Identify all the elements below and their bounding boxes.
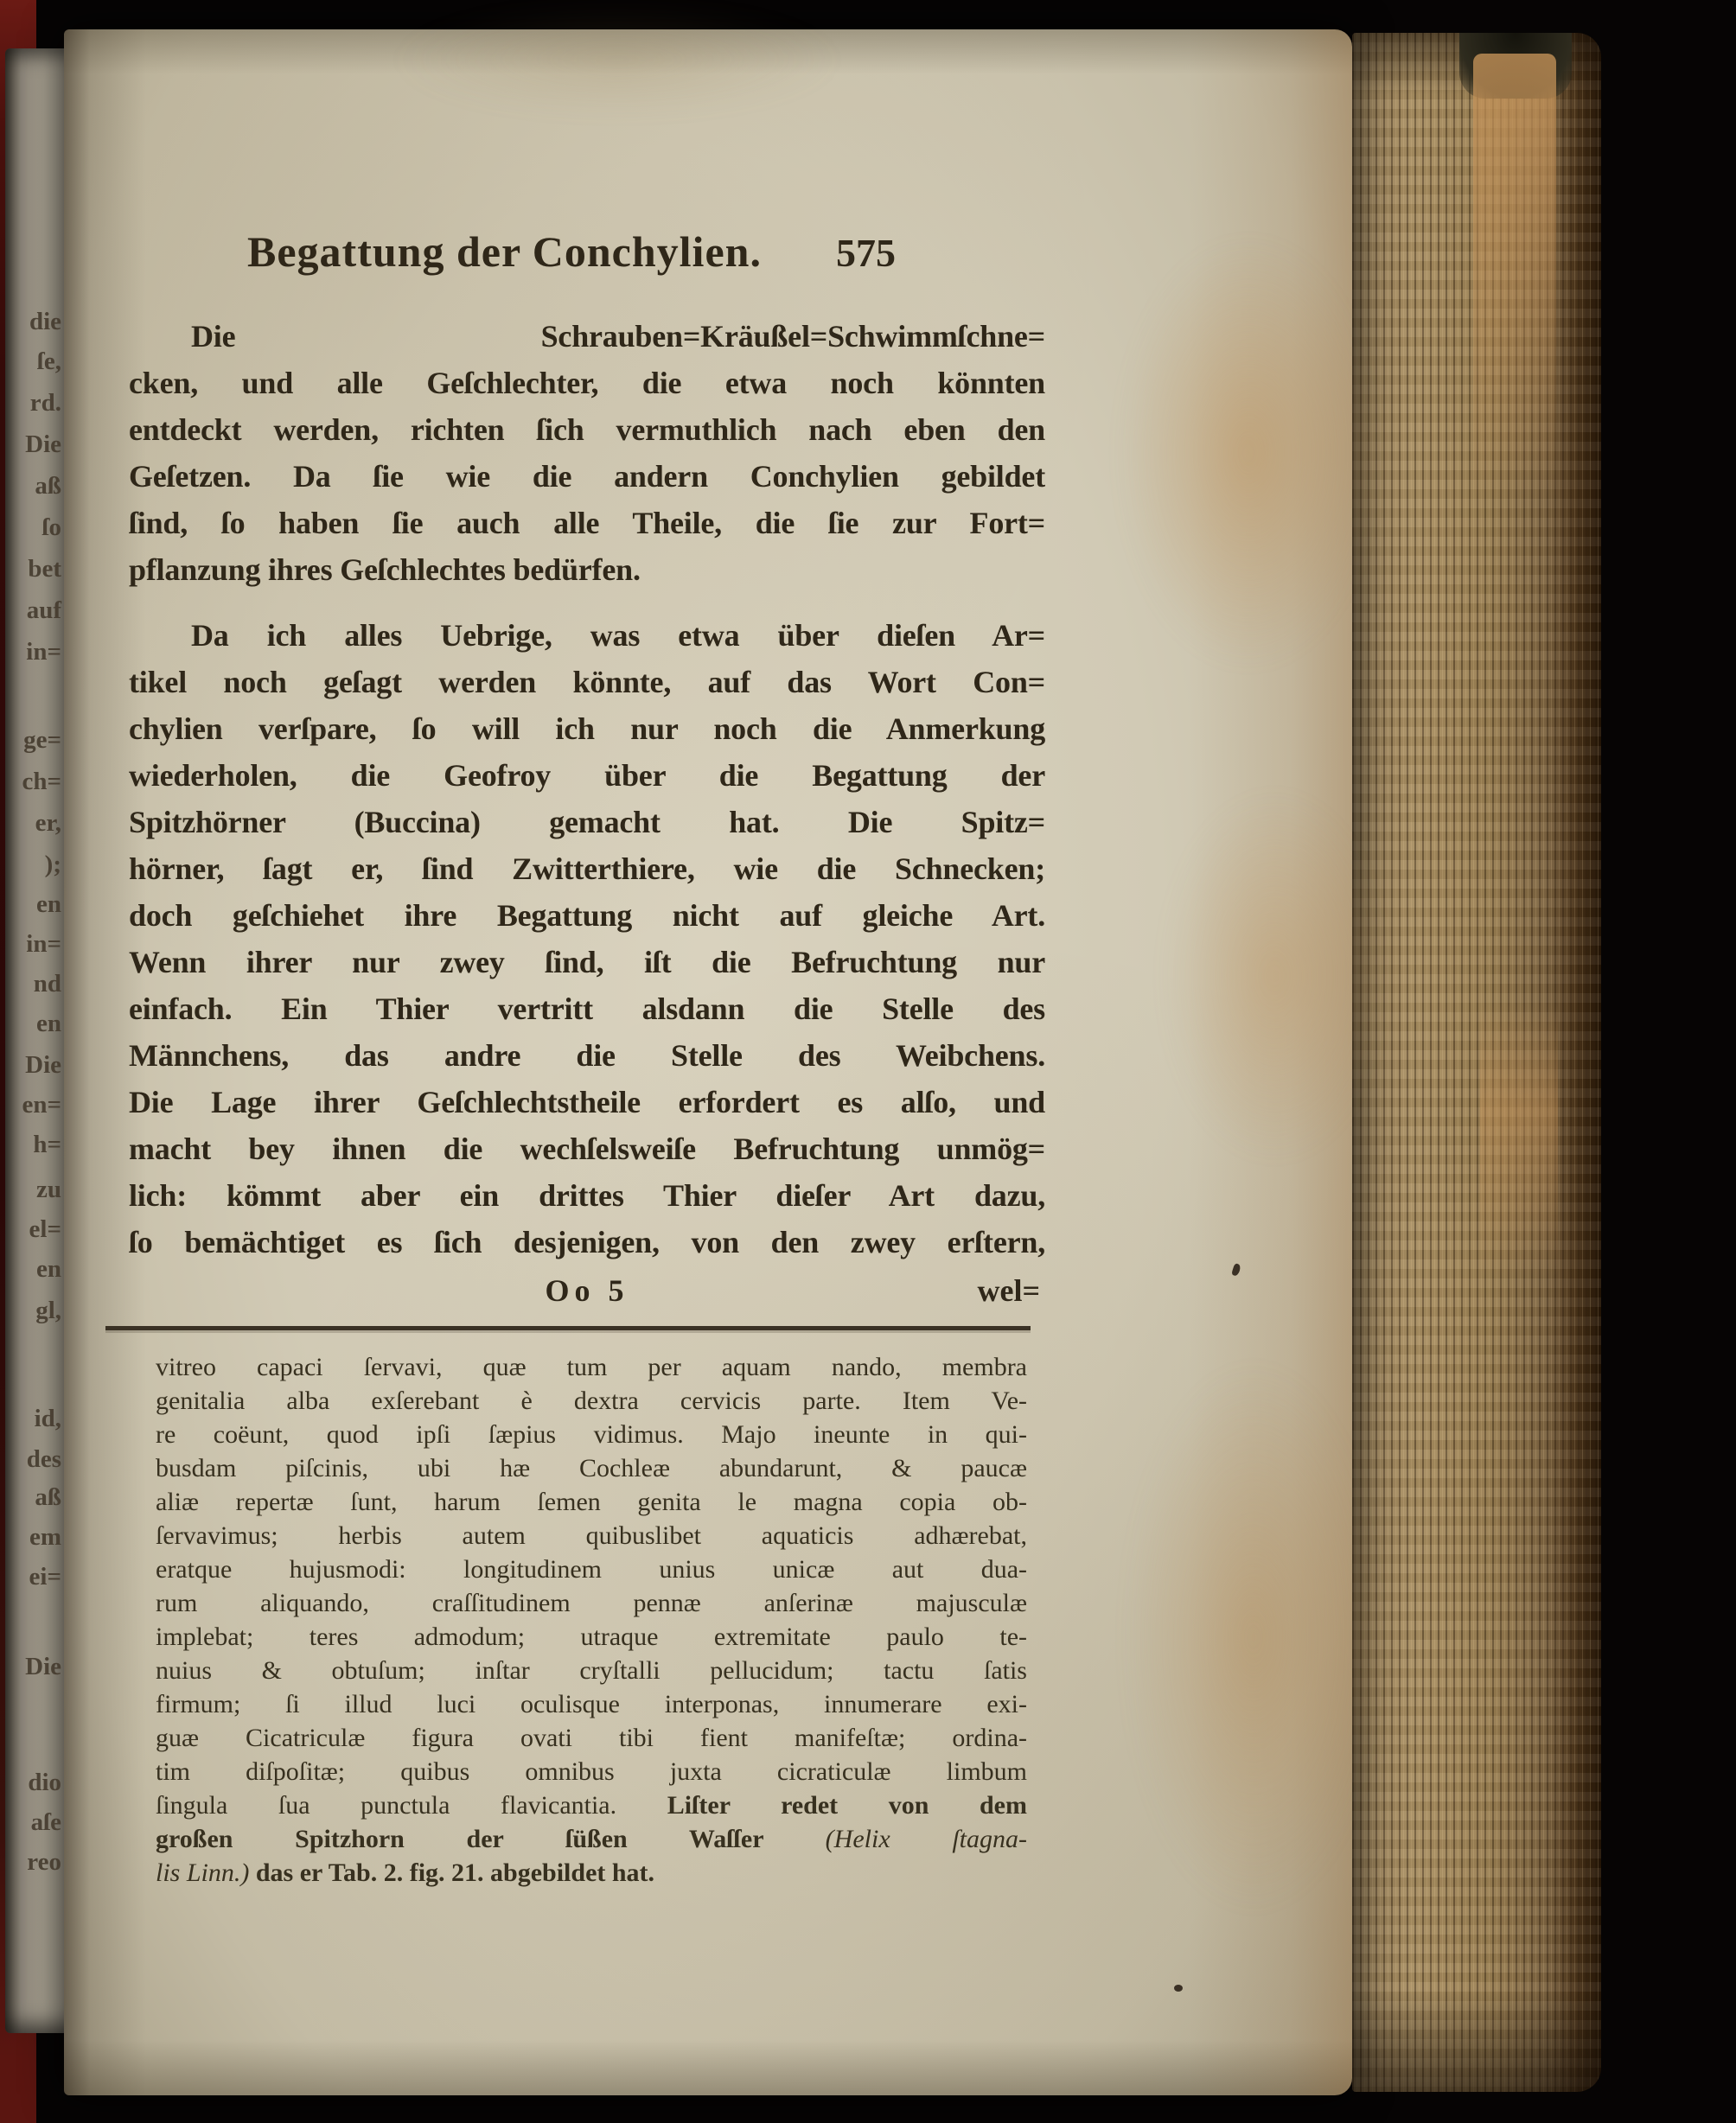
- footnote-line: [156, 1418, 1027, 1451]
- footnote-segment: das er Tab. 2. fig. 21. abgebildet hat.: [255, 1858, 655, 1887]
- body-text-line: Die Lage ihrer Geſchlechtstheile erfordert es alſo, und: [129, 1085, 1045, 1119]
- edge-discoloration: [1480, 1001, 1558, 1278]
- book-page: [64, 29, 1352, 2095]
- footnote-segment: Liſter redet von dem: [667, 1791, 1027, 1820]
- running-title: Begattung der Conchylien.: [247, 227, 762, 276]
- partial-word: dio: [28, 1769, 61, 1796]
- partial-word: aß: [35, 1483, 61, 1511]
- partial-word: en: [36, 890, 61, 918]
- age-stain: [393, 3, 842, 116]
- body-text-line: einfach. Ein Thier vertritt alsdann die Stelle des: [129, 991, 1045, 1026]
- footnote-segment: nuius & obtuſum; inſtar cryſtalli pellucidum; tactu ſatis: [156, 1656, 1027, 1685]
- body-text-line: tikel noch geſagt werden könnte, auf das Wort Con=: [129, 665, 1045, 699]
- facing-page-fragments: [0, 0, 66, 2123]
- footnote-segment: eratque hujusmodi: longitudinem unius unicæ aut dua-: [156, 1555, 1027, 1584]
- body-text-line: entdeckt werden, richten ſich vermuthlich nach eben den: [129, 412, 1045, 447]
- body-text-line: ſo bemächtiget es ſich desjenigen, von den zwey erſtern,: [129, 1225, 1045, 1259]
- footnote-segment: rum aliquando, craſſitudinem pennæ anſerinæ majusculæ: [156, 1589, 1027, 1617]
- footnote-line: [156, 1788, 1027, 1822]
- partial-word: ei=: [29, 1563, 61, 1591]
- footnote-segment: ſervavimus; herbis autem quibuslibet aquaticis adhærebat,: [156, 1521, 1027, 1550]
- partial-word: h=: [33, 1131, 61, 1158]
- partial-word: ſe,: [36, 347, 61, 375]
- partial-word: aß: [35, 472, 61, 500]
- footnote-block: [156, 1350, 1027, 1890]
- signature-mark: Oo 5: [545, 1273, 629, 1308]
- footnote-line: [156, 1687, 1027, 1721]
- partial-word: nd: [33, 970, 61, 998]
- footnote-segment: ſingula ſua punctula flavicantia.: [156, 1791, 667, 1820]
- partial-word: Die: [25, 1051, 61, 1079]
- partial-word: en: [36, 1010, 61, 1037]
- footnote-line: [156, 1654, 1027, 1687]
- footnote-line: [156, 1620, 1027, 1654]
- footnote-segment: genitalia alba exſerebant è dextra cervicis parte. Item Ve-: [156, 1387, 1027, 1415]
- edge-discoloration: [1473, 54, 1556, 503]
- partial-word: Die: [25, 1653, 61, 1680]
- body-text-line: chylien verſpare, ſo will ich nur noch die Anmerkung: [129, 711, 1045, 746]
- partial-word: en=: [22, 1091, 61, 1119]
- body-text-line: hörner, ſagt er, ſind Zwitterthiere, wie die Schnecken;: [129, 851, 1045, 886]
- fore-edge-page-stack: [1352, 33, 1601, 2092]
- page-header: [247, 226, 1241, 277]
- body-text-line: Spitzhörner (Buccina) gemacht hat. Die Spitz=: [129, 805, 1045, 839]
- body-text-line: Männchens, das andre die Stelle des Weibchens.: [129, 1038, 1045, 1073]
- partial-word: en: [36, 1255, 61, 1283]
- partial-word: el=: [29, 1215, 61, 1243]
- signature-row: [129, 1272, 1045, 1319]
- footnote-line: [156, 1822, 1027, 1856]
- partial-word: aſe: [30, 1808, 61, 1836]
- footnote-line: [156, 1451, 1027, 1485]
- age-stain: [1162, 790, 1387, 1162]
- partial-word: rd.: [29, 389, 61, 417]
- footnote-segment: vitreo capaci ſervavi, quæ tum per aquam nando, membra: [156, 1353, 1027, 1381]
- footnote-segment: großen Spitzhorn der ſüßen Waſſer: [156, 1825, 826, 1853]
- body-text-line: Da ich alles Uebrige, was etwa über dieſen Ar=: [191, 618, 1045, 653]
- age-stain: [1119, 237, 1378, 669]
- footnote-segment: lis Linn.): [156, 1858, 256, 1887]
- footnote-line: [156, 1519, 1027, 1552]
- partial-word: Die: [25, 430, 61, 458]
- body-text-line: lich: kömmt aber ein drittes Thier dieſer Art dazu,: [129, 1178, 1045, 1213]
- partial-word: gl,: [35, 1297, 61, 1324]
- catchword: wel=: [977, 1273, 1040, 1308]
- partial-word: ch=: [22, 768, 61, 795]
- footnote-segment: busdam piſcinis, ubi hæ Cochleæ abundarunt, & paucæ: [156, 1454, 1027, 1482]
- page-number: 575: [835, 231, 896, 275]
- partial-word: );: [44, 851, 61, 878]
- footnote-line: [156, 1384, 1027, 1418]
- partial-word: bet: [28, 555, 61, 583]
- body-text-line: cken, und alle Geſchlechter, die etwa noch könnten: [129, 366, 1045, 400]
- footnote-line: [156, 1485, 1027, 1519]
- footnote-line: [156, 1586, 1027, 1620]
- footnote-line: [156, 1350, 1027, 1384]
- body-text-line: Geſetzen. Da ſie wie die andern Conchylien gebildet: [129, 459, 1045, 494]
- partial-word: zu: [36, 1176, 61, 1203]
- body-text-line: pflanzung ihres Geſchlechtes bedürfen.: [129, 552, 641, 587]
- age-stain: [1124, 1361, 1383, 1914]
- partial-word: reo: [27, 1848, 61, 1876]
- partial-word: auf: [26, 596, 61, 624]
- ink-speck: [1231, 1263, 1241, 1277]
- footnote-segment: firmum; ſi illud luci oculisque interponas, innumerare exi-: [156, 1690, 1027, 1718]
- partial-word: er,: [35, 809, 61, 837]
- partial-word: in=: [26, 930, 61, 958]
- ink-speck: [1174, 1985, 1183, 1992]
- partial-word: in=: [26, 638, 61, 666]
- body-text: [129, 313, 1045, 1290]
- partial-word: die: [29, 308, 61, 335]
- partial-word: des: [26, 1445, 61, 1473]
- body-text-line: doch geſchiehet ihre Begattung nicht auf gleiche Art.: [129, 898, 1045, 933]
- partial-word: ſo: [41, 513, 61, 541]
- body-text-line: macht bey ihnen die wechſelsweiſe Befruchtung unmög=: [129, 1132, 1045, 1166]
- footnote-line: [156, 1856, 1027, 1890]
- partial-word: em: [29, 1523, 61, 1551]
- footnote-segment: (Helix ſtagna-: [825, 1825, 1027, 1853]
- footnote-line: [156, 1552, 1027, 1586]
- footnote-line: [156, 1755, 1027, 1788]
- partial-word: ge=: [23, 726, 61, 754]
- footnote-segment: implebat; teres admodum; utraque extremitate paulo te-: [156, 1623, 1027, 1651]
- body-text-line: Die Schrauben=Kräußel=Schwimmſchne=: [191, 319, 1045, 354]
- footnote-segment: guæ Cicatriculæ figura ovati tibi fient manifeſtæ; ordina-: [156, 1724, 1027, 1752]
- footnote-segment: tim diſpoſitæ; quibus omnibus juxta cicraticulæ limbum: [156, 1757, 1027, 1786]
- body-text-line: Wenn ihrer nur zwey ſind, iſt die Befruchtung nur: [129, 945, 1045, 979]
- footnote-segment: re coëunt, quod ipſi ſæpius vidimus. Majo ineunte in qui-: [156, 1420, 1027, 1449]
- partial-word: id,: [34, 1405, 61, 1432]
- footnote-segment: aliæ repertæ ſunt, harum ſemen genita le magna copia ob-: [156, 1488, 1027, 1516]
- body-text-line: wiederholen, die Geofroy über die Begattung der: [129, 758, 1045, 793]
- body-text-line: ſind, ſo haben ſie auch alle Theile, die ſie zur Fort=: [129, 506, 1045, 540]
- footnote-separator-rule: [105, 1326, 1031, 1330]
- footnote-line: [156, 1721, 1027, 1755]
